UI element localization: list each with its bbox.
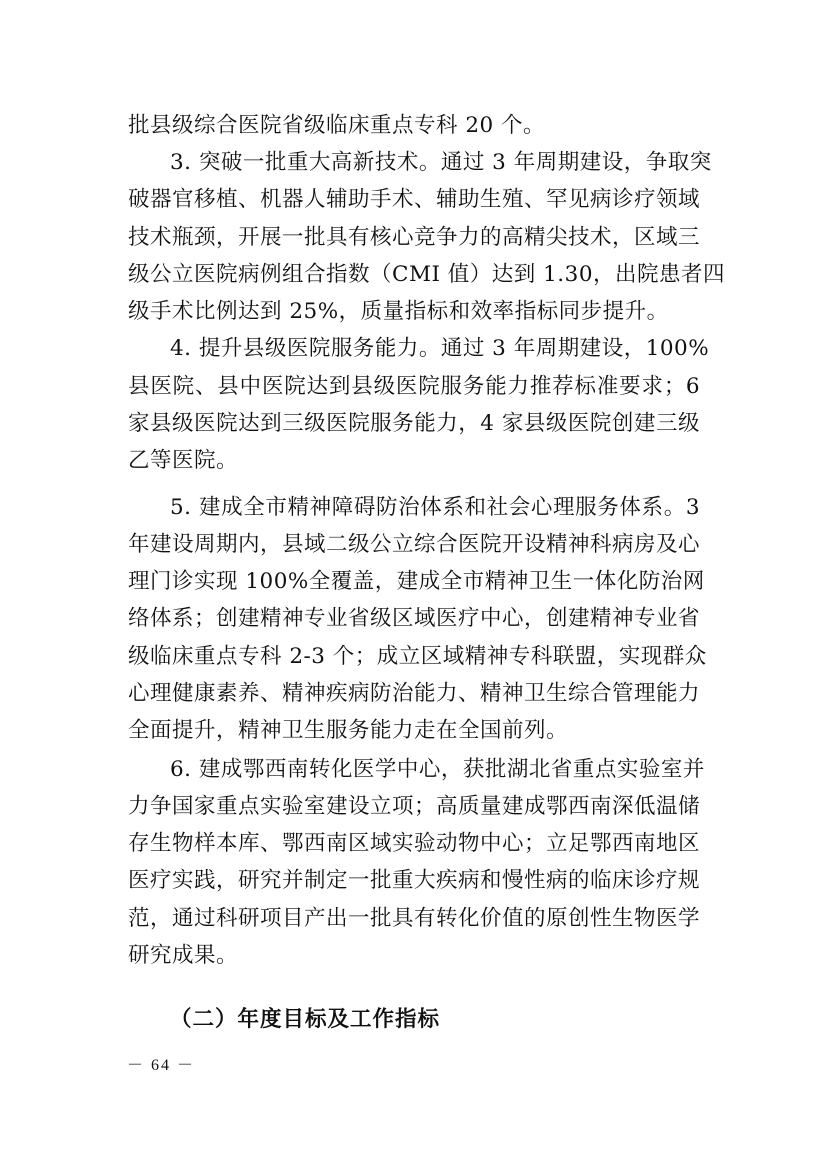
paragraph-line: 县医院、县中医院达到县级医院服务能力推荐标准要求；6 — [128, 374, 700, 399]
paragraph-line: 力争国家重点实验室建设立项；高质量建成鄂西南深低温储 — [128, 794, 701, 819]
paragraph-line: 4. 提升县级医院服务能力。通过 3 年周期建设，100% — [170, 336, 710, 361]
paragraph-line: 级临床重点专科 2-3 个；成立区域精神专科联盟，实现群众 — [128, 644, 707, 669]
paragraph-line: 5. 建成全市精神障碍防治体系和社会心理服务体系。3 — [170, 495, 700, 520]
page-number: － 64 － — [127, 1057, 196, 1074]
paragraph-line: 技术瓶颈，开展一批具有核心竞争力的高精尖技术，区域三 — [128, 225, 701, 250]
paragraph-line: 医疗实践，研究并制定一批重大疾病和慢性病的临床诊疗规 — [128, 868, 701, 893]
paragraph-line: 家县级医院达到三级医院服务能力，4 家县级医院创建三级 — [128, 411, 700, 436]
paragraph-line: 乙等医院。 — [128, 448, 239, 473]
paragraph-line: 6. 建成鄂西南转化医学中心，获批湖北省重点实验室并 — [170, 757, 705, 782]
section-heading: （二）年度目标及工作指标 — [170, 1007, 441, 1032]
paragraph-line: 心理健康素养、精神疾病防治能力、精神卫生综合管理能力 — [128, 681, 701, 706]
paragraph-line: 批县级综合医院省级临床重点专科 20 个。 — [128, 113, 546, 138]
paragraph-line: 破器官移植、机器人辅助手术、辅助生殖、罕见病诊疗领域 — [128, 187, 701, 212]
paragraph-line: 全面提升，精神卫生服务能力走在全国前列。 — [128, 718, 569, 743]
paragraph-line: 存生物样本库、鄂西南区域实验动物中心；立足鄂西南地区 — [128, 831, 701, 856]
paragraph-line: 范，通过科研项目产出一批具有转化价值的原创性生物医学 — [128, 906, 701, 931]
paragraph-line: 年建设周期内，县域二级公立综合医院开设精神科病房及心 — [128, 532, 701, 557]
paragraph-line: 络体系；创建精神专业省级区域医疗中心，创建精神专业省 — [128, 606, 701, 631]
paragraph-line: 级手术比例达到 25%，质量指标和效率指标同步提升。 — [128, 299, 669, 324]
paragraph-line: 研究成果。 — [128, 943, 239, 968]
paragraph-line: 理门诊实现 100%全覆盖，建成全市精神卫生一体化防治网 — [128, 569, 705, 594]
paragraph-line: 3. 突破一批重大高新技术。通过 3 年周期建设，争取突 — [170, 150, 712, 175]
paragraph-line: 级公立医院病例组合指数（CMI 值）达到 1.30，出院患者四 — [128, 262, 725, 287]
